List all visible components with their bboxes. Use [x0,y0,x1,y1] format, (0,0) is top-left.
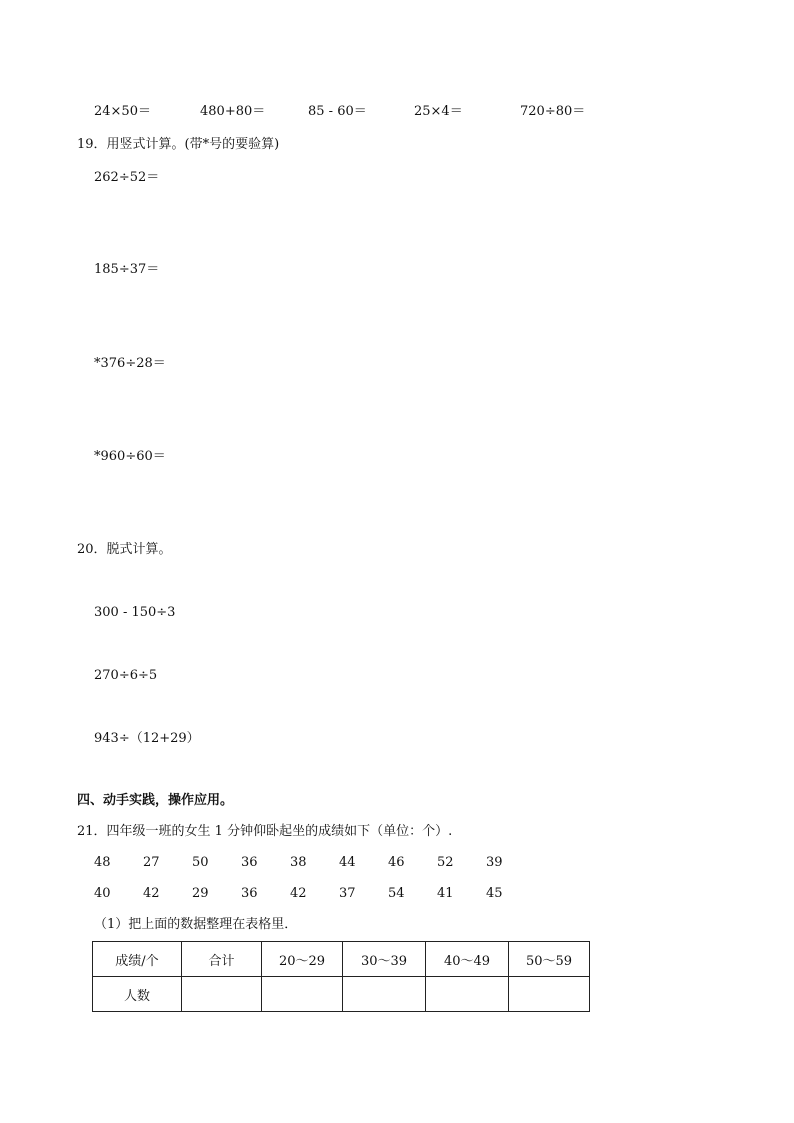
table-header-cell: 50～59 [509,942,590,977]
answer-cell[interactable] [343,977,426,1012]
oral-item-2: 480+80＝ [200,104,266,119]
score-value: 42 [143,886,160,901]
score-value: 46 [388,855,405,870]
score-value: 45 [486,886,503,901]
table-header-cell: 合计 [182,942,262,977]
answer-cell[interactable] [509,977,590,1012]
score-value: 44 [339,855,356,870]
score-value: 37 [339,886,356,901]
q19-item-2: 185÷37＝ [94,262,160,277]
q21-sub-question-1: （1）把上面的数据整理在表格里． [94,917,298,932]
q20-item-1: 300 - 150÷3 [94,605,176,620]
score-value: 42 [290,886,307,901]
score-table [92,941,590,1012]
oral-item-4: 25×4＝ [414,104,463,119]
score-value: 40 [94,886,111,901]
score-value: 52 [437,855,454,870]
q19-item-1: 262÷52＝ [94,170,160,185]
oral-item-3: 85 - 60＝ [308,104,367,119]
q20-title: 20．脱式计算。 [77,542,172,557]
score-value: 39 [486,855,503,870]
score-value: 50 [192,855,209,870]
oral-item-1: 24×50＝ [94,104,151,119]
score-value: 36 [241,886,258,901]
score-value: 27 [143,855,160,870]
table-header-cell: 40～49 [426,942,509,977]
score-value: 38 [290,855,307,870]
section-4-heading: 四、动手实践，操作应用。 [77,793,234,808]
score-value: 36 [241,855,258,870]
score-value: 41 [437,886,454,901]
table-header-cell: 20～29 [262,942,343,977]
q20-item-2: 270÷6÷5 [94,668,158,683]
oral-item-5: 720÷80＝ [520,104,586,119]
q20-item-3: 943÷（12+29） [94,731,200,746]
score-value: 29 [192,886,209,901]
score-value: 54 [388,886,405,901]
answer-cell[interactable] [182,977,262,1012]
table-header-cell: 30～39 [343,942,426,977]
table-row-label: 人数 [93,977,182,1012]
q19-item-4: *960÷60＝ [94,449,166,464]
table-header-row [93,942,590,977]
table-row [93,977,590,1012]
q19-title: 19．用竖式计算。(带*号的要验算) [77,137,280,152]
score-value: 48 [94,855,111,870]
answer-cell[interactable] [426,977,509,1012]
q19-item-3: *376÷28＝ [94,356,166,371]
table-header-cell: 成绩/个 [93,942,182,977]
answer-cell[interactable] [262,977,343,1012]
q21-title: 21．四年级一班的女生 1 分钟仰卧起坐的成绩如下（单位：个）. [77,824,453,839]
